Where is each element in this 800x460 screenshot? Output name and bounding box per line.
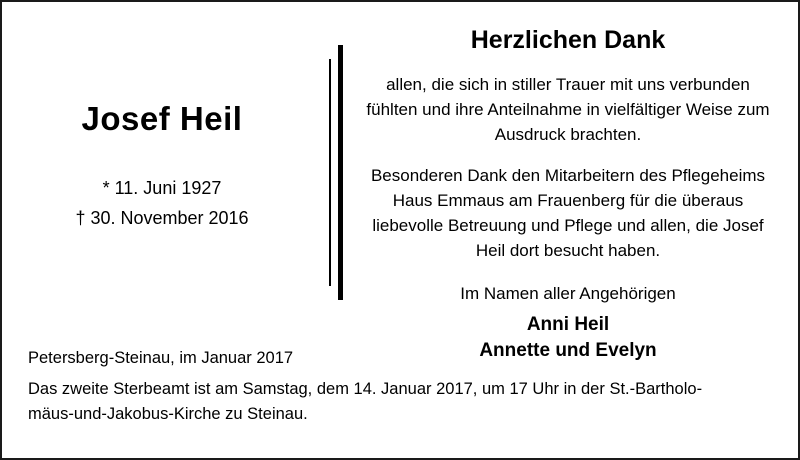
vertical-divider [322,2,356,342]
family-signatures [362,312,774,363]
thanks-panel [356,2,798,361]
deceased-panel [2,2,322,342]
family-line-2: Annette und Evelyn [479,339,657,361]
divider-rules [329,45,349,300]
footer-place-date: Petersberg-Steinau, im Januar 2017 [28,349,294,367]
deceased-dates [75,174,248,233]
footer-service-line-1: Das zweite Sterbeamt ist am Samstag, dem 14. Januar 2017, um 17 Uhr in der St.-Bartholo- [28,379,703,398]
thanks-paragraph-1: allen, die sich in stiller Trauer mit uns verbunden fühlten und ihre Anteilnahme in vielfältiger Weise zum Ausdruck brachten. [366,75,770,144]
footer-service-line-2: mäus-und-Jakobus-Kirche zu Steinau. [28,404,308,423]
thanks-paragraph-2: Besonderen Dank den Mitarbeitern des Pflegeheims Haus Emmaus am Frauenberg für die überaus liebevolle Betreuung und Pflege und allen, die Josef Heil dort besucht haben. [370,165,766,260]
thanks-title: Herzlichen Dank [470,26,666,54]
family-line-1: Anni Heil [526,313,610,335]
death-date: † 30. November 2016 [75,208,249,228]
divider-thin-rule [329,59,331,286]
in-name-of-line: Im Namen aller Angehörigen [460,283,676,303]
divider-thick-rule [338,45,343,300]
birth-date: * 11. Juni 1927 [102,178,222,199]
deceased-name: Josef Heil [81,100,243,138]
